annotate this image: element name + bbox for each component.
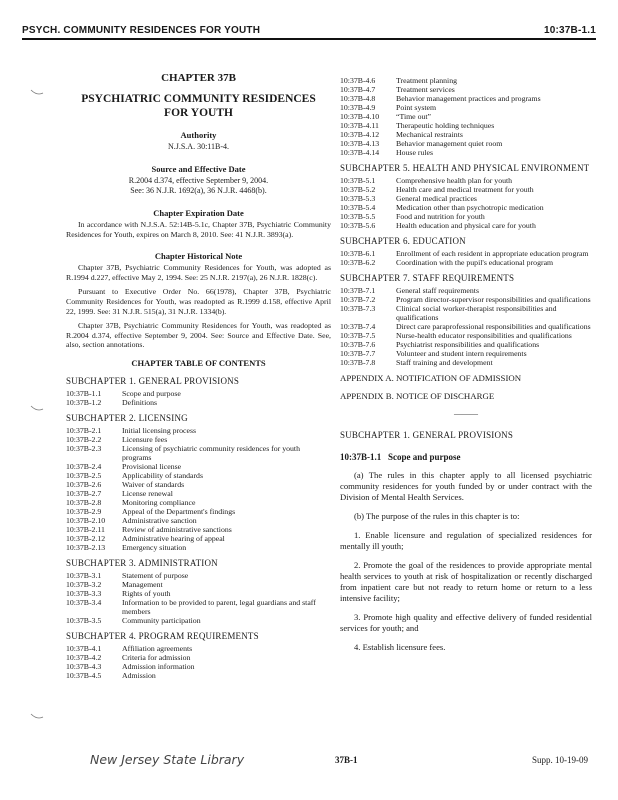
toc-row — [340, 286, 592, 295]
toc-section-number: 10:37B-6.2 — [340, 258, 376, 267]
toc-section-title: Point system — [396, 103, 437, 112]
toc-row — [66, 671, 331, 680]
toc-section-number: 10:37B-7.3 — [340, 304, 376, 313]
toc-section-number: 10:37B-2.10 — [66, 515, 106, 525]
toc-section-number: 10:37B-2.12 — [66, 533, 106, 543]
toc-row — [66, 426, 331, 435]
toc-continued — [340, 76, 592, 157]
body-paragraph: 3. Promote high quality and effective delivery of funded residential services for youth; and — [340, 612, 592, 633]
toc-section-title: General staff requirements — [396, 286, 479, 295]
toc-section-number: 10:37B-4.5 — [66, 670, 102, 680]
toc-section-number: 10:37B-2.4 — [66, 461, 102, 471]
toc-section-number: 10:37B-2.9 — [66, 506, 102, 516]
toc-row — [66, 662, 331, 671]
toc-heading: CHAPTER TABLE OF CONTENTS — [131, 357, 266, 368]
toc-section-title: Staff training and development — [396, 358, 493, 367]
toc-section-title: Admission — [122, 670, 156, 680]
history-paragraph: Chapter 37B, Psychiatric Community Residences for Youth, was readopted as R.2004 d.374, effective September 9, 2004. See: Source and Effective Date. See, also, section annotations. — [66, 321, 331, 350]
toc-section-number: 10:37B-7.2 — [340, 295, 376, 304]
toc-row — [340, 103, 592, 112]
toc-section-title: Review of administrative sanctions — [122, 524, 232, 534]
toc-row — [340, 185, 592, 194]
toc-row — [340, 212, 592, 221]
toc-section-number: 10:37B-2.7 — [66, 488, 102, 498]
toc-row — [340, 349, 592, 358]
toc-row — [66, 616, 331, 625]
toc-section-number: 10:37B-3.4 — [66, 597, 102, 607]
toc-section-title: General medical practices — [396, 194, 477, 203]
toc-section-title: Applicability of standards — [122, 470, 203, 480]
toc-section-number: 10:37B-4.13 — [340, 139, 380, 148]
toc-row — [340, 130, 592, 139]
toc-row — [340, 358, 592, 367]
toc-section-title: “Time out” — [396, 112, 432, 121]
toc-section-number: 10:37B-7.1 — [340, 286, 376, 295]
toc-row — [340, 176, 592, 185]
toc-section-number: 10:37B-3.3 — [66, 588, 102, 598]
toc-section-title: Direct care paraprofessional responsibilities and qualifications — [396, 322, 591, 331]
toc-section-number: 10:37B-7.7 — [340, 349, 376, 358]
toc-section-number: 10:37B-3.5 — [66, 615, 102, 625]
toc-row — [66, 435, 331, 444]
toc-row — [66, 444, 331, 462]
toc-section-title: Health care and medical treatment for youth — [396, 185, 534, 194]
left-column — [66, 72, 331, 680]
toc-section-number: 10:37B-6.1 — [340, 249, 376, 258]
toc-subchapter-heading: SUBCHAPTER 5. HEALTH AND PHYSICAL ENVIRONMENT — [340, 163, 590, 173]
toc-row — [340, 139, 592, 148]
toc-row — [340, 304, 592, 322]
section-heading — [340, 452, 592, 462]
toc-row — [66, 507, 331, 516]
chapter-title — [66, 92, 331, 120]
toc-row — [66, 398, 331, 407]
toc-section-title: Waiver of standards — [122, 479, 185, 489]
toc-section-title: Clinical social worker-therapist responsibilities and qualifications — [396, 304, 557, 322]
toc-row — [340, 249, 592, 258]
toc-row — [66, 589, 331, 598]
toc-section-number: 10:37B-7.8 — [340, 358, 376, 367]
toc-section-number: 10:37B-2.5 — [66, 470, 102, 480]
body-paragraph: 1. Enable licensure and regulation of specialized residences for mentally ill youth; — [340, 530, 592, 551]
toc-section-title: Rights of youth — [122, 588, 171, 598]
section-number: 10:37B-1.1 — [340, 452, 382, 462]
toc-row — [66, 580, 331, 589]
toc-section-number: 10:37B-5.2 — [340, 185, 376, 194]
section-divider: ——— — [454, 409, 478, 418]
toc-section-number: 10:37B-2.3 — [66, 443, 102, 453]
toc-section-title: Nurse-health educator responsibilities and qualifications — [396, 331, 572, 340]
library-stamp: New Jersey State Library — [90, 752, 245, 767]
body-paragraph: (a) The rules in this chapter apply to all licensed psychiatric community residences for youth funded by or under contract with the Division of Mental Health Services. — [340, 470, 592, 502]
running-header — [22, 18, 596, 40]
toc-section-number: 10:37B-7.4 — [340, 322, 376, 331]
page-footer — [90, 752, 588, 767]
toc-section-title: Licensure fees — [122, 434, 168, 444]
toc-section-number: 10:37B-4.12 — [340, 130, 380, 139]
supplement-date: Supp. 10-19-09 — [532, 754, 588, 765]
toc-section-title: Treatment planning — [396, 76, 457, 85]
toc-section-number: 10:37B-4.2 — [66, 652, 102, 662]
toc-section-title: Coordination with the pupil's educational program — [396, 258, 554, 267]
margin-mark-icon — [30, 712, 44, 720]
toc-section-title: Provisional license — [122, 461, 182, 471]
toc-section-title: Mechanical restraints — [396, 130, 463, 139]
right-column — [340, 76, 592, 661]
toc-section-number: 10:37B-4.10 — [340, 112, 380, 121]
toc-section-title: Comprehensive health plan for youth — [396, 176, 513, 185]
toc-row — [66, 389, 331, 398]
toc-subchapter-heading: SUBCHAPTER 6. EDUCATION — [340, 236, 466, 246]
toc-row — [66, 516, 331, 525]
toc-subchapter-heading: SUBCHAPTER 7. STAFF REQUIREMENTS — [340, 273, 515, 283]
toc-row — [66, 644, 331, 653]
toc-row — [66, 653, 331, 662]
toc-row — [340, 85, 592, 94]
toc-subchapter-heading: SUBCHAPTER 3. ADMINISTRATION — [66, 557, 218, 568]
toc-section-title: Treatment services — [396, 85, 455, 94]
toc-section-number: 10:37B-4.1 — [66, 643, 102, 653]
toc-section-number: 10:37B-4.3 — [66, 661, 102, 671]
toc-row — [340, 203, 592, 212]
toc-section-title: Admission information — [122, 661, 195, 671]
toc-section-title: Psychiatrist responsibilities and qualifications — [396, 340, 540, 349]
toc-row — [66, 525, 331, 534]
section-title: Scope and purpose — [388, 452, 461, 462]
toc-section-title: Management — [122, 579, 163, 589]
toc-row — [66, 571, 331, 580]
toc-subchapter-heading: SUBCHAPTER 2. LICENSING — [66, 412, 188, 423]
chapter-title-line2: FOR YOUTH — [164, 107, 233, 119]
history-heading: Chapter Historical Note — [154, 251, 243, 262]
subchapter-heading: SUBCHAPTER 1. GENERAL PROVISIONS — [340, 430, 514, 440]
toc-section-number: 10:37B-4.11 — [340, 121, 379, 130]
body-paragraph: 2. Promote the goal of the residences to provide appropriate mental health services to youth at risk of hospitalization or recently discharged from inpatient care but not ready to return home or return to a less intensive facility; — [340, 560, 592, 603]
toc-section-title: Health education and physical care for youth — [396, 221, 536, 230]
header-title: PSYCH. COMMUNITY RESIDENCES FOR YOUTH — [22, 25, 261, 36]
toc-section-number: 10:37B-5.3 — [340, 194, 376, 203]
toc-row — [340, 94, 592, 103]
toc-section-number: 10:37B-4.14 — [340, 148, 380, 157]
toc-row — [340, 121, 592, 130]
toc-section-title: License renewal — [122, 488, 173, 498]
header-section: 10:37B-1.1 — [543, 25, 596, 36]
toc-section-title: Medication other than psychotropic medication — [396, 203, 544, 212]
history-paragraph: Pursuant to Executive Order No. 66(1978), Chapter 37B, Psychiatric Community Residences for Youth, was readopted as R.1999 d.158, effective April 22, 1999. See: 31 N.J.R. 515(a), 31 N.J.R. 1334(b). — [66, 287, 331, 316]
expiration-text: In accordance with N.J.S.A. 52:14B-5.1c, Chapter 37B, Psychiatric Community Residences for Youth, expires on March 8, 2010. See: 41 N.J.R. 3893(a). — [66, 220, 331, 239]
toc-section-number: 10:37B-2.6 — [66, 479, 102, 489]
toc-section-number: 10:37B-4.9 — [340, 103, 376, 112]
toc-row — [66, 471, 331, 480]
toc-section-number: 10:37B-2.2 — [66, 434, 102, 444]
toc-section-title: Criteria for admission — [122, 652, 191, 662]
toc-section-title: Administrative hearing of appeal — [122, 533, 225, 543]
toc-section-number: 10:37B-2.13 — [66, 542, 106, 552]
toc-section-title: Therapeutic holding techniques — [396, 121, 495, 130]
toc-row — [66, 598, 331, 616]
toc-section-number: 10:37B-2.11 — [66, 524, 105, 534]
toc-section-number: 10:37B-2.1 — [66, 425, 102, 435]
toc-section-title: Licensing of psychiatric community residences for youth programs — [122, 443, 300, 462]
section-body — [340, 470, 592, 653]
appendix-a: APPENDIX A. NOTIFICATION OF ADMISSION — [340, 373, 522, 383]
toc-section-title: Behavior management quiet room — [396, 139, 503, 148]
toc-section-number: 10:37B-2.8 — [66, 497, 102, 507]
toc-section-number: 10:37B-4.7 — [340, 85, 376, 94]
toc-row — [340, 340, 592, 349]
appendix-b: APPENDIX B. NOTICE OF DISCHARGE — [340, 391, 495, 401]
toc-section-number: 10:37B-3.1 — [66, 570, 102, 580]
page-number: 37B-1 — [335, 754, 358, 765]
toc-section-title: Monitoring compliance — [122, 497, 196, 507]
toc-section-number: 10:37B-5.1 — [340, 176, 376, 185]
toc-section-number: 10:37B-7.5 — [340, 331, 376, 340]
toc-section-number: 10:37B-5.5 — [340, 212, 376, 221]
source-line-2: See: 36 N.J.R. 1692(a), 36 N.J.R. 4468(b). — [130, 186, 267, 195]
toc-subchapter-heading: SUBCHAPTER 4. PROGRAM REQUIREMENTS — [66, 630, 259, 641]
toc-section-number: 10:37B-4.8 — [340, 94, 376, 103]
toc-section-title: Appeal of the Department's findings — [122, 506, 236, 516]
toc-section-title: Enrollment of each resident in appropriate education program — [396, 249, 589, 258]
toc-section-title: Volunteer and student intern requirements — [396, 349, 527, 358]
toc-row — [66, 462, 331, 471]
body-paragraph: 4. Establish licensure fees. — [354, 642, 446, 652]
source-line-1: R.2004 d.374, effective September 9, 2004. — [128, 176, 269, 185]
toc-section-title: House rules — [396, 148, 434, 157]
toc-row — [66, 543, 331, 552]
toc-section-title: Statement of purpose — [122, 570, 189, 580]
toc-section-title: Initial licensing process — [122, 425, 197, 435]
toc-subchapter-heading: SUBCHAPTER 1. GENERAL PROVISIONS — [66, 375, 240, 386]
toc-section-number: 10:37B-3.2 — [66, 579, 102, 589]
toc-section-title: Administrative sanction — [122, 515, 197, 525]
toc-row — [340, 112, 592, 121]
toc-section-number: 10:37B-7.6 — [340, 340, 376, 349]
toc-section-title: Food and nutrition for youth — [396, 212, 485, 221]
toc-row — [340, 221, 592, 230]
toc-section-title: Program director-supervisor responsibilities and qualifications — [396, 295, 591, 304]
margin-mark-icon — [30, 404, 44, 412]
toc-section-title: Emergency situation — [122, 542, 187, 552]
toc-row — [66, 489, 331, 498]
toc-section-title: Information to be provided to parent, legal guardians and staff members — [122, 597, 316, 616]
toc-row — [340, 295, 592, 304]
toc-section-number: 10:37B-5.4 — [340, 203, 376, 212]
history-paragraph: Chapter 37B, Psychiatric Community Residences for Youth, was adopted as R.1994 d.227, effective May 2, 1994. See: 25 N.J.R. 2197(a), 26 N.J.R. 1828(c). — [66, 263, 331, 282]
toc-row — [66, 480, 331, 489]
toc-section-title: Affiliation agreements — [122, 643, 193, 653]
toc-section-number: 10:37B-1.2 — [66, 397, 102, 407]
toc-row — [66, 498, 331, 507]
source-heading: Source and Effective Date — [151, 164, 246, 174]
toc-row — [340, 194, 592, 203]
expiration-heading: Chapter Expiration Date — [153, 208, 244, 218]
toc-section-number: 10:37B-4.6 — [340, 76, 376, 85]
authority-text: N.J.S.A. 30:11B-4. — [167, 142, 230, 151]
toc-section-number: 10:37B-1.1 — [66, 388, 102, 398]
toc-row — [340, 331, 592, 340]
table-of-contents — [66, 376, 331, 680]
toc-section-title: Behavior management practices and programs — [396, 94, 541, 103]
chapter-title-line1: PSYCHIATRIC COMMUNITY RESIDENCES — [81, 93, 316, 105]
toc-section-title: Community participation — [122, 615, 201, 625]
toc-row — [66, 534, 331, 543]
toc-section-number: 10:37B-5.6 — [340, 221, 376, 230]
toc-section-title: Definitions — [122, 397, 158, 407]
toc-row — [340, 76, 592, 85]
margin-mark-icon — [30, 88, 44, 96]
table-of-contents-continued — [340, 163, 592, 367]
chapter-number: CHAPTER 37B — [161, 72, 236, 84]
toc-section-title: Scope and purpose — [122, 388, 181, 398]
toc-row — [340, 322, 592, 331]
body-paragraph: (b) The purpose of the rules in this chapter is to: — [354, 511, 520, 521]
toc-row — [340, 148, 592, 157]
toc-row — [340, 258, 592, 267]
authority-heading: Authority — [180, 130, 217, 140]
